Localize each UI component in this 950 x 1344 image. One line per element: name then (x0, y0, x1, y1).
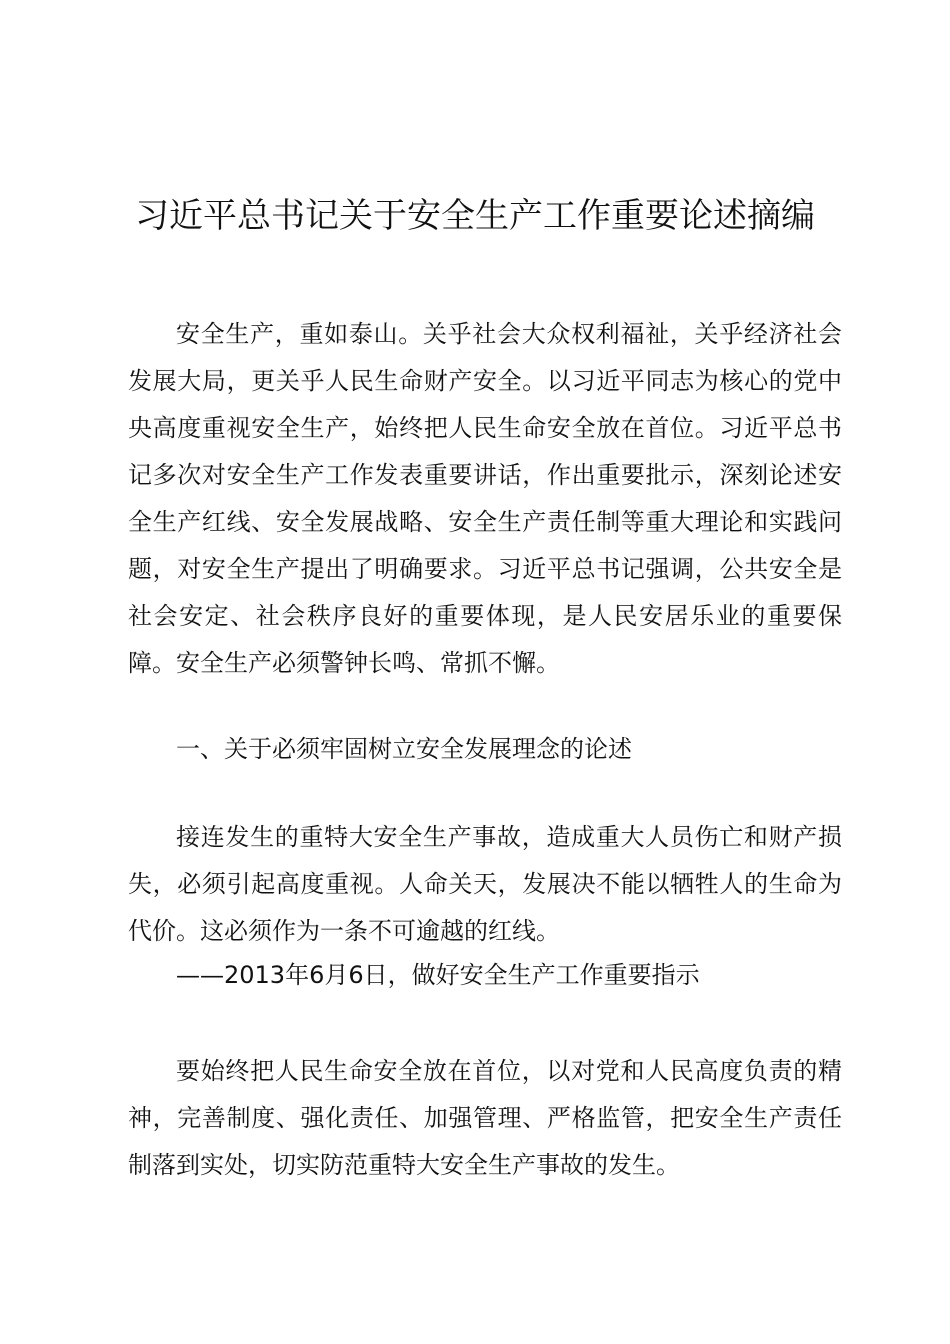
source-dash: —— (176, 961, 224, 989)
section-heading: 一、关于必须牢固树立安全发展理念的论述 (176, 735, 632, 763)
quote-source (128, 952, 842, 999)
intro-paragraph: 安全生产，重如泰山。关乎社会大众权利福祉，关乎经济社会发展大局，更关乎人民生命财产安全。以习近平同志为核心的党中央高度重视安全生产，始终把人民生命安全放在首位。习近平总书记多次对安全生产工作发表重要讲话，作出重要批示，深刻论述安全生产红线、安全发展战略、安全生产责任制等重大理论和实践问题，对安全生产提出了明确要求。习近平总书记强调，公共安全是社会安定、社会秩序良好的重要体现，是人民安居乐业的重要保障。安全生产必须警钟长鸣、常抓不懈。 (128, 320, 842, 677)
source-text: 2013年6月6日，做好安全生产工作重要指示 (224, 961, 700, 989)
quote-paragraph: 接连发生的重特大安全生产事故，造成重大人员伤亡和财产损失，必须引起高度重视。人命关天，发展决不能以牺牲人的生命为代价。这必须作为一条不可逾越的红线。 (128, 823, 842, 945)
document-title: 习近平总书记关于安全生产工作重要论述摘编 (135, 196, 815, 236)
quote-paragraph: 要始终把人民生命安全放在首位，以对党和人民高度负责的精神，完善制度、强化责任、加强管理、严格监管，把安全生产责任制落到实处，切实防范重特大安全生产事故的发生。 (128, 1057, 842, 1179)
